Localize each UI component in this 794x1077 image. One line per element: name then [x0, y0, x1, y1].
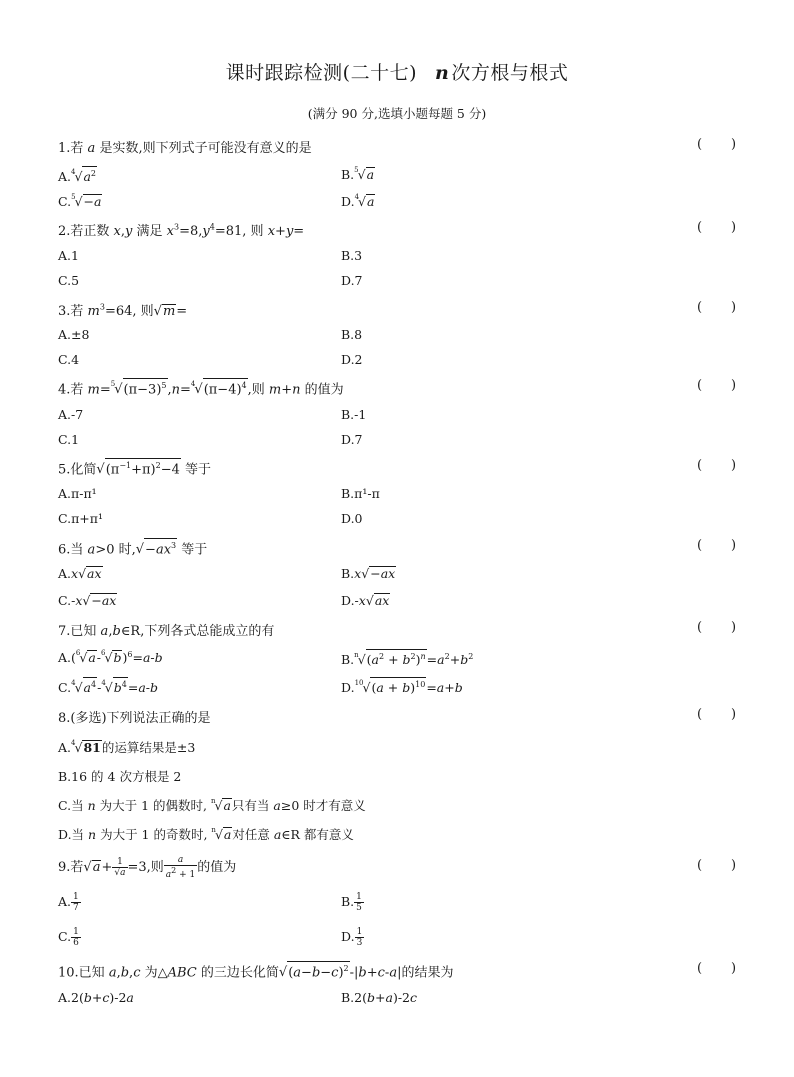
q9-option-a: A. $\frac{1}{7}$ [58, 892, 79, 913]
title-main: 课时跟踪检测(二十七) [225, 62, 417, 84]
q6-option-d: D.-x√ ax [341, 593, 390, 608]
q5-option-a: A.π-π¹ [58, 486, 97, 501]
answer-paren-7: ( ) [697, 620, 737, 635]
q8-option-c: C.当 n 为大于 1 的偶数时, $^n$√ a只有当 a≥0 时才有意义 [58, 796, 366, 814]
question-8-stem: 8.(多选)下列说法正确的是 [58, 711, 211, 726]
q5-option-d: D.0 [341, 511, 363, 526]
question-3-stem: 3.若 $m^3=64$, 则√ m= [58, 300, 187, 319]
q6-option-a: A.x√ ax [58, 566, 103, 581]
question-1-stem: 1.若 a 是实数,则下列式子可能没有意义的是 [58, 141, 312, 156]
q3-option-d: D.2 [341, 352, 363, 367]
q4-option-a: A.-7 [58, 407, 84, 422]
q8-option-a: A.$^4$√ 81的运算结果是±3 [58, 738, 195, 756]
q1-option-a: A.$^4$√ $a^2$ [58, 166, 97, 184]
q8-option-b: B.16 的 4 次方根是 2 [58, 769, 182, 784]
q3-option-c: C.4 [58, 352, 80, 367]
q2-option-d: D.7 [341, 273, 363, 288]
q9-option-d: D. $\frac{1}{3}$ [341, 927, 363, 948]
q4-option-d: D.7 [341, 432, 363, 447]
q4-option-b: B.-1 [341, 407, 367, 422]
q7-option-b: B.$^n$√ $(a^2 + b^2)^n=a^2+b^2$ [341, 649, 473, 667]
page-subtitle: (满分 90 分,选填小题每题 5 分) [307, 106, 487, 121]
question-9-stem: 9.若√ a+ $\frac{1}{√a}$ =3,则 $\frac{a}{a^2 + 1}$ 的值为 [58, 855, 236, 880]
answer-paren-1: ( ) [697, 137, 737, 152]
q9-option-b: B. $\frac{1}{5}$ [341, 892, 362, 913]
q6-option-b: B.x√ −ax [341, 566, 396, 581]
q1-option-d: D.$^4$√ a [341, 193, 375, 209]
q7-option-d: D.$^{10}$√ $(a + b)^{10}=a+b$ [341, 677, 463, 695]
q4-option-c: C.1 [58, 432, 80, 447]
answer-paren-3: ( ) [697, 300, 737, 315]
answer-paren-10: ( ) [697, 961, 737, 976]
question-4-stem: 4.若 m=$^5$√ $(\pi-3)^5,n=^4√$ $(\pi-4)^4$,则 m+n 的值为 [58, 378, 344, 397]
q5-option-c: C.π+π¹ [58, 511, 104, 526]
answer-paren-8: ( ) [697, 707, 737, 722]
q7-option-c: C.$^4$√ $a^4-^4√$ $b^4=a-b$ [58, 677, 158, 695]
q10-option-a: A.2(b+c)-2a [58, 990, 134, 1005]
q10-option-b: B.2(b+a)-2c [341, 990, 418, 1005]
q7-option-a: A.($^6$√ a-$^6$√ b)$^6$=a-b [58, 649, 163, 665]
q2-option-a: A.1 [58, 248, 79, 263]
question-2-stem: 2.若正数 x,y 满足 $x^3=8,y^4=81$, 则 x+y= [58, 222, 305, 239]
q8-option-d: D.当 n 为大于 1 的奇数时, $^n$√ a对任意 a∈R 都有意义 [58, 825, 354, 843]
question-10-stem: 10.已知 a,b,c 为△ABC 的三边长化简√ $(a-b-c)^2-|b+c-a|$的结果为 [58, 961, 453, 980]
answer-paren-6: ( ) [697, 538, 737, 553]
q1-option-c: C.$^5$√ −a [58, 193, 102, 209]
q1-option-b: B.$^5$√ a [341, 166, 375, 182]
q5-option-b: B.π¹-π [341, 486, 380, 501]
question-6-stem: 6.当 a>0 时,√ $-ax^3$ 等于 [58, 538, 207, 557]
title-rest: 次方根与根式 [451, 62, 569, 84]
q3-option-a: A.±8 [58, 327, 90, 342]
answer-paren-5: ( ) [697, 458, 737, 473]
q9-option-c: C. $\frac{1}{6}$ [58, 927, 79, 948]
q2-option-b: B.3 [341, 248, 363, 263]
title-n: n [434, 62, 450, 84]
answer-paren-9: ( ) [697, 858, 737, 873]
question-5-stem: 5.化简√ $(\pi^{-1}+\pi)^2-4$ 等于 [58, 458, 211, 477]
q3-option-b: B.8 [341, 327, 363, 342]
question-7-stem: 7.已知 a,b∈R,下列各式总能成立的有 [58, 624, 275, 639]
page-title [0, 58, 794, 85]
answer-paren-2: ( ) [697, 220, 737, 235]
q6-option-c: C.-x√ −ax [58, 593, 117, 608]
q2-option-c: C.5 [58, 273, 80, 288]
answer-paren-4: ( ) [697, 378, 737, 393]
